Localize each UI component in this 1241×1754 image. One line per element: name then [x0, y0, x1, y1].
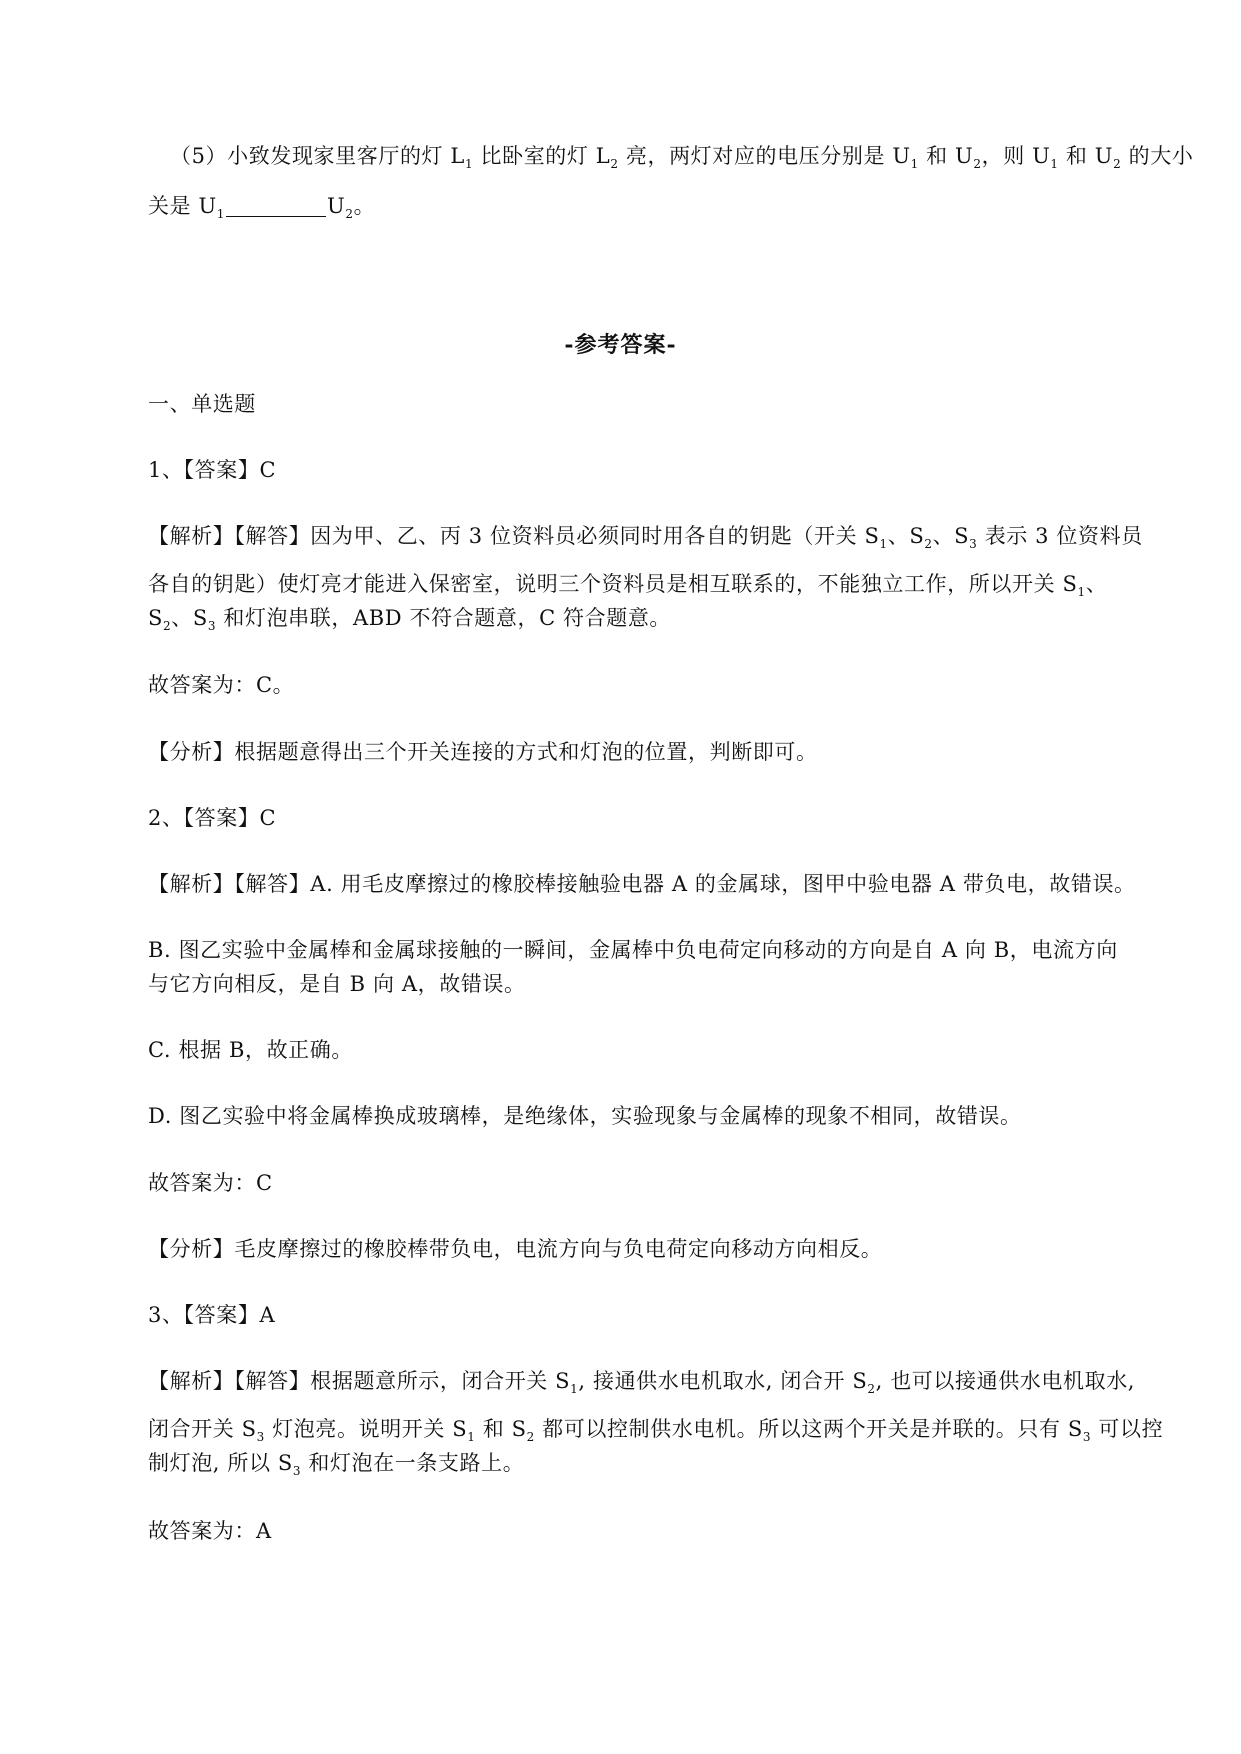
- subscript: 2: [163, 619, 172, 633]
- subscript: 1: [570, 1382, 579, 1396]
- answer-2-explanation-line-4: C. 根据 B，故正确。: [148, 1038, 353, 1062]
- subscript: 2: [345, 207, 354, 221]
- subscript: 2: [924, 537, 933, 551]
- answer-blank[interactable]: [226, 198, 326, 217]
- text-run: 的大小: [1121, 144, 1194, 168]
- text-run: 灯泡亮。说明开关 S: [264, 1417, 468, 1441]
- subscript: 1: [464, 157, 474, 171]
- answer-2-explanation-line-2: B. 图乙实验中金属棒和金属球接触的一瞬间，金属棒中负电荷定向移动的方向是自 A 向 B，电流方向: [148, 938, 1118, 962]
- text-run: 。: [353, 194, 376, 218]
- question-5-line-1: [170, 141, 1193, 171]
- text-run: 【解析】【解答】因为甲、乙、丙 3 位资料员必须同时用各自的钥匙（开关 S: [148, 524, 880, 548]
- subscript: 1: [467, 1430, 476, 1444]
- answer-3-label: 3、【答案】A: [148, 1303, 276, 1327]
- answer-3-result: 故答案为：A: [148, 1519, 272, 1543]
- text-run: 、S: [171, 606, 208, 630]
- text-run: 、S: [932, 524, 970, 548]
- text-run: 亮，两灯对应的电压分别是 U: [618, 144, 911, 168]
- text-run: （5）小致发现家里客厅的灯 L: [170, 144, 465, 168]
- text-run: 和 U: [918, 144, 974, 168]
- text-run: S: [148, 606, 163, 630]
- text-run: , 接通供水电机取水, 闭合开 S: [578, 1369, 868, 1393]
- text-run: 和灯泡串联，ABD 不符合题意，C 符合题意。: [216, 606, 672, 630]
- answer-3-explanation-line-3: [148, 1448, 524, 1478]
- subscript: 2: [867, 1382, 876, 1396]
- answer-key-title: -参考答案-: [564, 332, 677, 358]
- text-run: U: [327, 194, 346, 218]
- answer-1-explanation-line-1: [148, 521, 1143, 551]
- answer-2-explanation-line-3: 与它方向相反，是自 B 向 A，故错误。: [148, 972, 526, 996]
- text-run: 各自的钥匙）使灯亮才能进入保密室，说明三个资料员是相互联系的，不能独立工作，所以开关 S: [148, 572, 1078, 596]
- answer-1-label: 1、【答案】C: [148, 458, 277, 482]
- text-run: 和灯泡在一条支路上。: [301, 1451, 525, 1475]
- text-run: 制灯泡, 所以 S: [148, 1451, 293, 1475]
- answer-1-result: 故答案为：C。: [148, 673, 295, 697]
- subscript: 1: [879, 537, 888, 551]
- answer-1-explanation-line-3: [148, 603, 671, 633]
- subscript: 1: [216, 207, 226, 221]
- text-run: 和 U: [1058, 144, 1114, 168]
- subscript: 3: [207, 619, 217, 633]
- answer-1-analysis: 【分析】根据题意得出三个开关连接的方式和灯泡的位置，判断即可。: [148, 740, 818, 764]
- answer-2-label: 2、【答案】C: [148, 806, 277, 830]
- subscript: 2: [610, 157, 619, 171]
- subscript: 2: [1113, 157, 1122, 171]
- text-run: 比卧室的灯 L: [473, 144, 611, 168]
- text-run: 可以控: [1091, 1417, 1164, 1441]
- question-5-line-2: [148, 191, 375, 221]
- text-run: 、S: [887, 524, 925, 548]
- text-run: 表示 3 位资料员: [977, 524, 1143, 548]
- answer-2-explanation-line-5: D. 图乙实验中将金属棒换成玻璃棒，是绝缘体，实验现象与金属棒的现象不相同，故错误。: [148, 1104, 1022, 1128]
- answer-2-analysis: 【分析】毛皮摩擦过的橡胶棒带负电，电流方向与负电荷定向移动方向相反。: [148, 1237, 883, 1261]
- subscript: 3: [292, 1464, 302, 1478]
- text-run: , 也可以接通供水电机取水,: [875, 1369, 1136, 1393]
- subscript: 3: [1082, 1430, 1092, 1444]
- text-run: 闭合开关 S: [148, 1417, 257, 1441]
- text-run: 【解析】【解答】根据题意所示，闭合开关 S: [148, 1369, 571, 1393]
- subscript: 2: [526, 1430, 535, 1444]
- text-run: ，则 U: [981, 144, 1051, 168]
- answer-3-explanation-line-2: [148, 1414, 1163, 1444]
- answer-2-explanation-line-1: 【解析】【解答】A. 用毛皮摩擦过的橡胶棒接触验电器 A 的金属球，图甲中验电器 A 带负电，故错误。: [148, 872, 1136, 896]
- subscript: 2: [973, 157, 982, 171]
- answer-2-result: 故答案为：C: [148, 1171, 273, 1195]
- answer-3-explanation-line-1: [148, 1366, 1135, 1396]
- subscript: 3: [256, 1430, 265, 1444]
- subscript: 1: [910, 157, 919, 171]
- subscript: 1: [1050, 157, 1059, 171]
- subscript: 3: [969, 537, 978, 551]
- subscript: 1: [1077, 585, 1086, 599]
- text-run: 和 S: [475, 1417, 527, 1441]
- text-run: 都可以控制供水电机。所以这两个开关是并联的。只有 S: [534, 1417, 1083, 1441]
- answer-1-explanation-line-2: [148, 569, 1107, 599]
- section-heading: 一、单选题: [148, 392, 256, 416]
- text-run: 、: [1085, 572, 1108, 596]
- text-run: 关是 U: [148, 194, 217, 218]
